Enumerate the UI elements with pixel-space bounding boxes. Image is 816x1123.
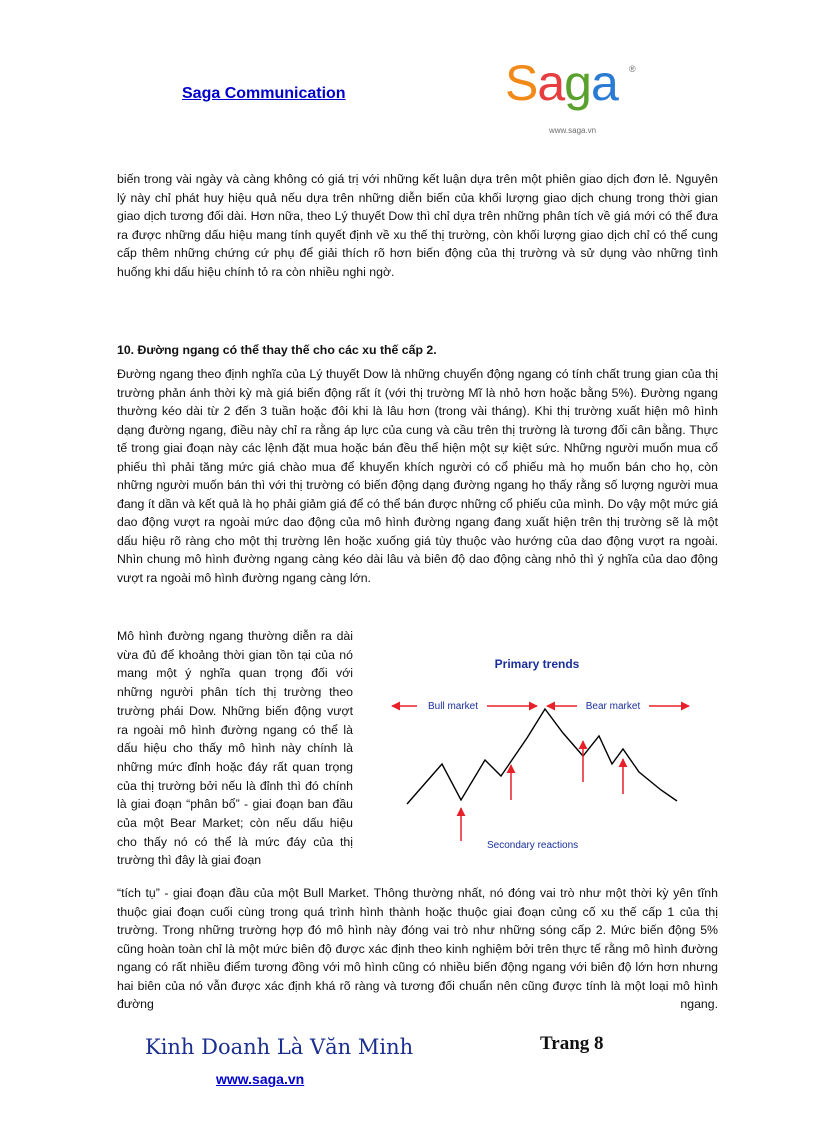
logo-word [505,55,645,111]
header-link[interactable]: Saga Communication [182,85,346,102]
bull-market-label: Bull market [427,701,479,712]
registered-mark: ® [629,64,636,74]
logo-url: www.saga.vn [549,126,597,135]
body-paragraph-1: biến trong vài ngày và càng không có giá trị với những kết luận dựa trên một phiên giao dịch đơn lẻ. Nguyên lý này chỉ phát huy hiệu quả nếu dựa trên những diễn biến của khối lượng giao dịch chung trong thời gian giao dịch tương đối dài. Hơn nữa, theo Lý thuyết Dow thì chỉ dựa trên những phân tích về giá mới có thể đưa ra được những dấu hiệu mang tính quyết định về xu thế thị trường, còn khối lượng giao dịch chỉ có thể cung cấp thêm những chứng cứ phụ để giải thích rõ hơn biến động của thị trường và sử dụng vào những tình huống khi dấu hiệu chính tỏ ra còn nhiều nghi ngờ. [117,172,718,279]
body-paragraph-3-continued: “tích tụ” - giai đoạn đầu của một Bull Market. Thông thường nhất, nó đóng vai trò như một thời kỳ yên tĩnh thuộc giai đoạn cuối cùng trong quá trình hình thành hoặc thuộc giai đoạn củng cố xu thế cấp 1 của thị trường. Trong những trường hợp đó mô hình này đóng vai trò như những sóng cấp 2. Mức biến động 5% cũng hoàn toàn chỉ là một mức biên độ được xác định theo kinh nghiệm bởi trên thực tế rằng mô hình đường ngang có rất nhiều điểm tương đồng với mô hình cũng có nhiều biến động ngang với biên độ lớn hơn nhưng hai biên của nó vẫn được xác định khá rõ ràng và tương đối chuẩn nên cũng được tính là một loại mô hình đường ngang. [117,886,718,1011]
primary-trends-figure [387,636,707,868]
logo-letter: a [590,55,618,111]
price-line [407,709,677,804]
bear-market-label: Bear market [585,701,641,712]
footer-slogan: Kinh Doanh Là Văn Minh [145,1035,414,1059]
logo-letter: g [564,55,591,111]
body-paragraph-2: Đường ngang theo định nghĩa của Lý thuyết Dow là những chuyển động ngang có tính chất trung gian của thị trường phản ánh thời kỳ mà giá biến động rất ít (với thị trường Mĩ là nhỏ hơn hoặc bằng 5%). Đường ngang thường kéo dài từ 2 đến 3 tuần hoặc đôi khi là lâu hơn (trong vài tháng). Khi thị trường xuất hiện mô hình dạng đường ngang, điều này chỉ ra rằng áp lực của cung và cầu trên thị trường là tương đối cân bằng. Thực tế trong giai đoạn này các lệnh đặt mua hoặc bán đều thể hiện một sự kiệt sức. Những người muốn mua cổ phiếu thì phải tăng mức giá chào mua để khuyến khích người có cổ phiếu mà họ muốn bán cho họ, còn những người muốn bán thì với thị trường có biến động dạng đường ngang họ thấy rằng số lượng người mua đang ít dần và kết quả là họ phải giảm giá để có thể bán được những cổ phiếu của mình. Do vậy một mức giá dao động vượt ra ngoài mức dao động của mô hình đường ngang đang xuất hiện trên thị trường sẽ là một dấu hiệu rõ ràng cho một thị trường lên hoặc xuống giá tùy thuộc vào hướng của dao động vượt ra ngoài. Nhìn chung mô hình đường ngang càng kéo dài lâu và biên độ dao động càng nhỏ thì ý nghĩa của dao động vượt ra ngoài mô hình đường ngang càng lớn. [117,367,718,585]
footer-link[interactable]: www.saga.vn [216,1071,305,1087]
figure-title: Primary trends [494,657,580,671]
saga-logo [505,55,645,138]
secondary-reactions-label: Secondary reactions [487,840,579,851]
logo-letter: S [505,55,538,111]
section-heading: 10. Đường ngang có thể thay thế cho các xu thế cấp 2. [117,343,437,357]
logo-letter: a [537,55,565,111]
body-paragraph-3-side: Mô hình đường ngang thường diễn ra dài vừa đủ để khoảng thời gian tồn tại của nó mang một ý nghĩa quan trọng đối với những người phân tích thị trường theo trường phái Dow. Những biến động vượt ra ngoài mô hình đường ngang có thể là dấu hiệu cho thấy mô hình này chính là những mức đỉnh hoặc đáy rất quan trọng của thị trường bởi nếu là đỉnh thì đó chính là giai đoạn “phân bổ” - giai đoạn ban đầu của một Bear Market; còn nếu dấu hiệu cho thấy nó có thể là mức đáy của thị trường thì đây là giai đoạn [117,629,353,868]
page-number: Trang 8 [540,1033,604,1054]
